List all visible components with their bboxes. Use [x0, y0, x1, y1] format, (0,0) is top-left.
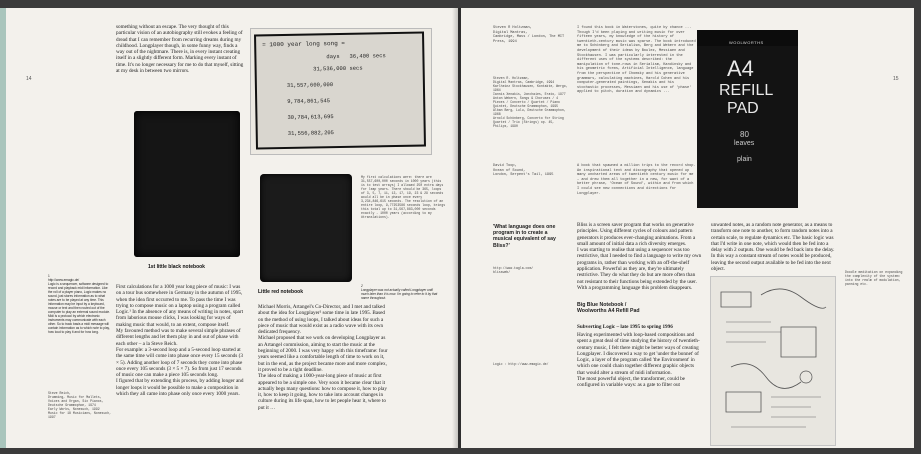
black-notebook-photo	[134, 111, 240, 257]
pad-title-refill: REFILL	[719, 82, 774, 99]
logic-url: Logic : http://www.emagic.de/	[493, 362, 549, 366]
pad-title-a4: A4	[727, 56, 754, 81]
ledger-line-3: 31,557,600,000	[286, 81, 334, 89]
ledger-photo	[250, 28, 432, 155]
right-page	[461, 8, 914, 448]
pad-brand: WOOLWORTHS	[729, 40, 764, 45]
red-notebook-photo	[260, 174, 352, 282]
artangel-text: Michael Morris, Artangel's Co-Director, and I met and talked about the idea for Longplayer² some time in late 1995. Based on the method of using loops, I talked about ideas for such a piece of music that would exist as a radio wave with its own dedicated frequency. Michael proposed that we work on developing Longplayer as an Artangel commission, aiming to start the music at the beginning of 2000. I was very happy with this timeframe: four years seemed like a comfortable length of time to work on it, but in the end, as the project became more and more complex, it proved to be a tight deadline. The idea of making a 1000-year-long piece of music at first appeared to be a simple one. Very soon it became clear that it actually begs many questions: how to compose it, how to play it, how to keep it going, how to take into account changes in culture during its life span, how to let people hear it, where to put it …	[258, 304, 388, 411]
big-blue-notebook-title: Big Blue Notebook / Woolworths A4 Refill Pad	[577, 302, 640, 315]
first-calculations-text: First calculations for a 1000 year long piece of music: I was on a tour bus somewhere in Germany in the autumn of 1995, when the idea first occurred to me. To pass the time I was trying to compose music on a laptop using a program called Logic.¹ In the absence of any means of writing in notes, spart from laborious mouse clicks, I was looking for ways of making music that would, to an extent, compose itself. My favoured method was to make several simple phrases of different lengths and let them play in and out of phase with each other – a la Steve Reich. For example: a 3-second loop and a 5-second loop started at the same time will come into phase once every 15 seconds (3 × 5). Adding another loop of 7 seconds they come into phase once every 105 seconds (3 × 5 × 7). So from just 17 seconds of music one can make a piece 105 seconds long. I figured that by extending this process, by adding longer and longer loops it would be possible to make a composition in which they all came into phase only once every 1000 years.	[116, 284, 244, 398]
pad-title-pad: PAD	[727, 100, 759, 117]
doodle-drawing	[711, 277, 835, 445]
bliss-url: http://www.tagla.com/ blissweb/	[493, 266, 534, 274]
ledger-line-6: 31,556,882,205	[287, 129, 335, 137]
doodle-sketch-photo	[710, 276, 836, 446]
ledger-page	[254, 32, 426, 150]
bliss-question: 'What language does one program in to create a musical equivalent of say Bliss?'	[493, 224, 558, 249]
note-longplayer-name: 2 Longplayer was not actually called Longplayer until much later than it is now. I'm going to refer to it by that name throughout.	[361, 284, 438, 300]
discography-reich: Steve Reich, Drumming, Music for Mallets, Voices and Organ, Six Pianos, Deutsche Grammophon, 1974 Early Works, Nonesuch, 1992 Music for 18 Musicians, Nonesuch, 1997	[48, 391, 112, 419]
small-references: Steven R. Holtzman, Digital Mantras, Cambridge, 1994 Karlheinz Stockhausen, Kontakte, Wergo, 1964 Iannis Xenakis, Jonchaies, Erato, 1977 Anton Webern, Songs & Choruses / 4 Pieces / Concerto / Quartet / Piano Quintet, Deutsche Grammophon, 1995 Alban Berg, Lulu, Deutsche Grammophon, 1968 Arnold Schönberg, Concerto for String Quartet / Trio (Strings) op. 45, Philips, 1990	[493, 76, 568, 128]
subverting-logic-text: Having experimented with loop-based compositions and spent a great deal of time studying the history of twentieth-century music, I felt there might be better ways of creating Longplayer. I discovered a way to get 'under the bonnet' of Logic, a layer of the program called 'the Environment' in which one could chain together different graphic objects that would alter a stream of midi information. The most powerful object, the transformer, could be configured in variable ways: as a gate to filter out	[577, 332, 700, 389]
intro-paragraph: something without an escape. The very thought of this particular vision of an autobiography still evokes a feeling of dread that I can remember from recurring dreams during my childhood. Longplayer though, in some funny way, finds a way out of the nightmare. There is, in every instant creating itself in a slightly different form. Marking every instant of time. It's no longer necessary for me to do that myself, sitting at my desk in between two mirrors.	[116, 24, 245, 75]
caption-black-notebook: 1st little black notebook	[148, 264, 205, 270]
ledger-line-0: = 1000 year long song =	[262, 39, 346, 49]
left-page-number: 14	[26, 76, 32, 82]
right-page-number: 15	[893, 76, 899, 82]
holtzman-quote: I found this book in Waterstones, quite by chance ... Though I'd been playing and writing music for over fifteen years, my knowledge of the history of twentieth-century music was sparse. The book introduced me to Schönberg and Serialism, Berg and Webern and the development of their ideas by Boulez, Messiaen and Stockhausen. I was particularly interested in the different uses of the systems described: the manipulation of tone-rows in Serialism, Kandinsky and his geometric forms, Artificial Intelligence, language from the perspective of Chomsky and his generative grammars, calculating machines, Harold Cohen and his computer-generated paintings, Xenakis and his stochastic processes, Messiaen and his use of 'phase' applied to pitch, duration and dynamics ...	[577, 26, 696, 95]
toop-quote: A book that spawned a million trips to the record shop. An inspirational text and discography that opened up many uncharted areas of twentieth century music for me – and drew them all together in a new, for want of a better phrase, 'Ocean of Sound', within and from which I could see new connections and directions for Longplayer.	[577, 164, 696, 196]
bliss-paragraph: Bliss is a screen saver program that works on generative principles. Using different cycles of colours and pattern generators it produces ever-changing animations. From a small amount of initial data a rich diversity emerges. I was starting to realise that using a sequencer was too restrictive, that I needed to find a language to write my own programs in, rather than working with an off-the-shelf application. Powerful as they are, they're ultimately restrictive. They do what they do but are more often than not resistant to their functions being extended by the user. With a programming language this problem disappears.	[577, 222, 702, 291]
ledger-line-4: 9,784,861,545	[287, 97, 331, 105]
holtzman-reference: Steven R Holtzman, Digital Mantras, Cambridge, Mass / London, The MIT Press, 1994	[493, 26, 565, 44]
transformer-text: unwanted notes, as a random note generator, as a means to transform one note to another, to form random notes into a certain scale, to regulate dynamics etc. The basic logic was that I'd write in one note, which would then be fed into a delay with 2 outputs. One would be fed back into the delay. In this way a constant stream of notes would be produced, leaving the second output available to be fed into the next object.	[711, 222, 836, 273]
caption-red-notebook: Little red notebook	[258, 289, 303, 295]
toop-reference: David Toop, Ocean of Sound, London, Serpent's Tail, 1995	[493, 164, 554, 178]
pad-ruling: plain	[737, 156, 752, 163]
ledger-line-1: days 36,400 secs	[326, 52, 386, 61]
calculation-note: My first calculations were: there are 31,557,600,000 seconds in 1000 years (this is to test arrays) I allowed 250 extra days for leap years. There should be 365, loops of 3, 5, 7, 11, 13, 17, 19, 23 & 29 seconds would all be in phase once every 3,234,846,615 seconds. The resolution of an entire loop, 9,77253586 seconds loop, brings this total up to 31,567,883,000 seconds exactly - 1000 years (according to my #translations).	[361, 175, 448, 219]
pad-leaf-count: 80	[740, 130, 749, 139]
refill-pad-photo	[697, 30, 798, 208]
margin-note-logic: 1 http://www.emagic.de/ Logic is a sequencer, software designed to record and playback midi information. Like the roll of a player piano, Logic makes no sound, just stores information as to what notes are to be played at any time. This information may be input by a keyboard, mouse or text and then routed out of the computer to play an external sound module. Midi is a protocol by which electronic instruments may communicate with each other. So to track basis a midi message will contain information as to which note to play, how loud to play it and for how long.	[48, 274, 111, 334]
ledger-line-2: 31,536,000 secs	[296, 64, 363, 73]
pad-leaf-unit: leaves	[734, 140, 755, 147]
ledger-line-5: 30,784,613,695	[287, 113, 334, 121]
left-page	[6, 8, 458, 448]
doodle-note: Doodle meditation on expanding the complexity of the system: into the realm of modulation, panning etc.	[845, 270, 905, 286]
subverting-logic-heading: Subverting Logic – late 1995 to spring 1996	[577, 324, 673, 330]
